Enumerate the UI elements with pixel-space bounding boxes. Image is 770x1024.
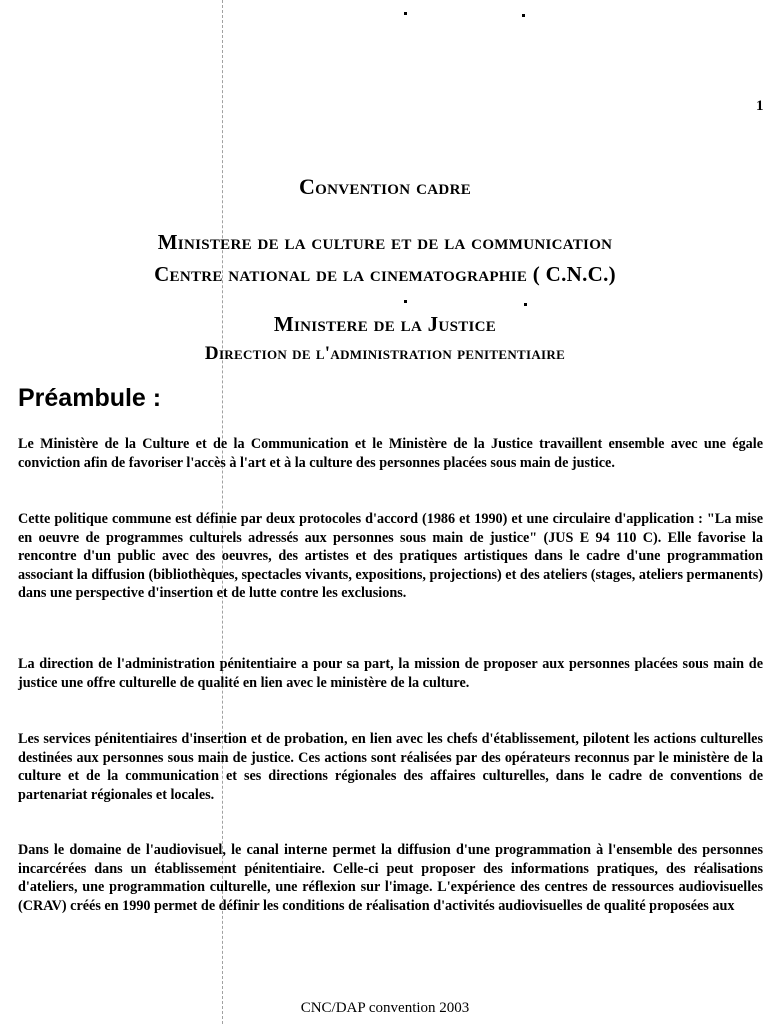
cnc-title: Centre national de la cinematographie ( C.N.C.) [154, 262, 616, 286]
page-number: 1 [756, 98, 764, 114]
ministry-culture-title: Ministere de la culture et de la communication [157, 230, 613, 254]
scan-speck [524, 303, 527, 306]
paragraph: Les services pénitentiaires d'insertion et de probation, en lien avec les chefs d'établissement, pilotent les actions culturelles destinées aux personnes sous main de justice. Ces actions sont réalisées par des opérateurs reconnus par le ministère de la culture et de la communication et ses directions régionales des affaires culturelles, dans le cadre de conventions de partenariat régionales et locales. [18, 731, 763, 803]
paragraph: Dans le domaine de l'audiovisuel, le canal interne permet la diffusion d'une programmation à l'ensemble des personnes incarcérées dans un établissement pénitentiaire. Celle-ci peut proposer des informations pratiques, des réalisations d'ateliers, une programmation culturelle, une réflexion sur l'image. L'expérience des centres de ressources audiovisuelles (CRAV) créés en 1990 permet de définir les conditions de réalisation d'activités audiovisuelles de qualité proposées aux [18, 842, 763, 914]
scan-speck [404, 300, 407, 303]
footer-note: CNC/DAP convention 2003 [300, 1000, 470, 1016]
scan-speck [522, 14, 525, 17]
paragraph: Cette politique commune est définie par deux protocoles d'accord (1986 et 1990) et une circulaire d'application : "La mise en oeuvre de programmes culturels adressés aux personnes sous main de justice" (JUS E 94 110 C). Elle favorise la rencontre d'un public avec des oeuvres, des artistes et des pratiques artistiques dans le cadre d'une programmation associant la diffusion (bibliothèques, spectacles vivants, expositions, projections) et des ateliers (stages, ateliers permanents) dans une perspective d'insertion et de lutte contre les exclusions. [18, 511, 763, 601]
paragraph: La direction de l'administration pénitentiaire a pour sa part, la mission de proposer aux personnes placées sous main de justice une offre culturelle de qualité en lien avec le ministère de la culture. [18, 656, 763, 691]
preamble-heading: Préambule : [18, 384, 162, 412]
paragraph: Le Ministère de la Culture et de la Communication et le Ministère de la Justice travaillent ensemble avec une égale conviction afin de favoriser l'accès à l'art et à la culture des personnes placées sous main de justice. [18, 436, 763, 471]
ministry-justice-title: Ministere de la Justice [273, 312, 497, 336]
scan-speck [404, 12, 407, 15]
dap-title: Direction de l'administration penitentiaire [204, 343, 566, 364]
document-title: Convention cadre [298, 174, 472, 199]
